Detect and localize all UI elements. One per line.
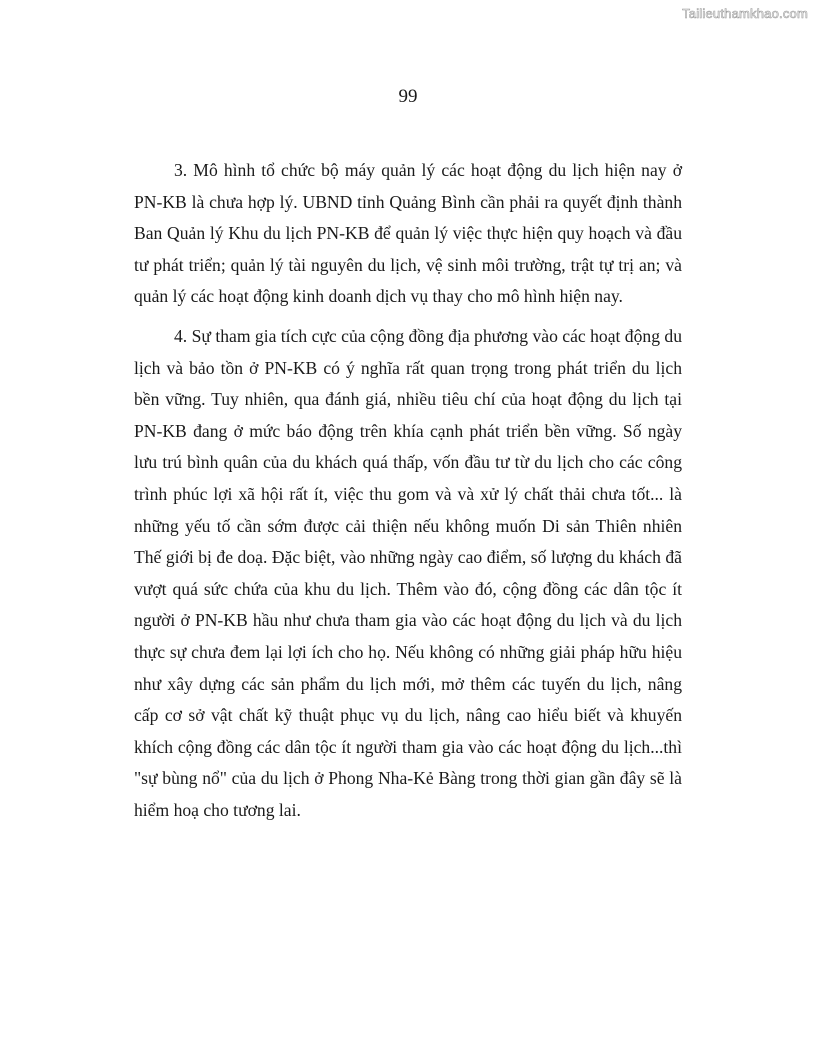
document-body (134, 155, 682, 834)
paragraph-3: 3. Mô hình tổ chức bộ máy quản lý các hoạt động du lịch hiện nay ở PN-KB là chưa hợp lý. UBND tỉnh Quảng Bình cần phải ra quyết định thành Ban Quản lý Khu du lịch PN-KB để quản lý việc thực hiện quy hoạch và đầu tư phát triển; quản lý tài nguyên du lịch, vệ sinh môi trường, trật tự trị an; và quản lý các hoạt động kinh doanh dịch vụ thay cho mô hình hiện nay. (134, 160, 682, 307)
watermark-text: Tailieuthamkhao.com (682, 6, 808, 21)
page-number: 99 (398, 86, 418, 107)
paragraph-4: 4. Sự tham gia tích cực của cộng đồng địa phương vào các hoạt động du lịch và bảo tồn ở PN-KB có ý nghĩa rất quan trọng trong phát triển du lịch bền vững. Tuy nhiên, qua đánh giá, nhiều tiêu chí của hoạt động du lịch tại PN-KB đang ở mức báo động trên khía cạnh phát triển bền vững. Số ngày lưu trú bình quân của du khách quá thấp, vốn đầu tư từ du lịch cho các công trình phúc lợi xã hội rất ít, việc thu gom và và xử lý chất thải chưa tốt... là những yếu tố cần sớm được cải thiện nếu không muốn Di sản Thiên nhiên Thế giới bị đe doạ. Đặc biệt, vào những ngày cao điểm, số lượng du khách đã vượt quá sức chứa của khu du lịch. Thêm vào đó, cộng đồng các dân tộc ít người ở PN-KB hầu như chưa tham gia vào các hoạt động du lịch và du lịch thực sự chưa đem lại lợi ích cho họ. Nếu không có những giải pháp hữu hiệu như xây dựng các sản phẩm du lịch mới, mở thêm các tuyến du lịch, nâng cấp cơ sở vật chất kỹ thuật phục vụ du lịch, nâng cao hiểu biết và khuyến khích cộng đồng các dân tộc ít người tham gia vào các hoạt động du lịch...thì "sự bùng nổ" của du lịch ở Phong Nha-Kẻ Bàng trong thời gian gần đây sẽ là hiểm hoạ cho tương lai. (134, 325, 682, 820)
